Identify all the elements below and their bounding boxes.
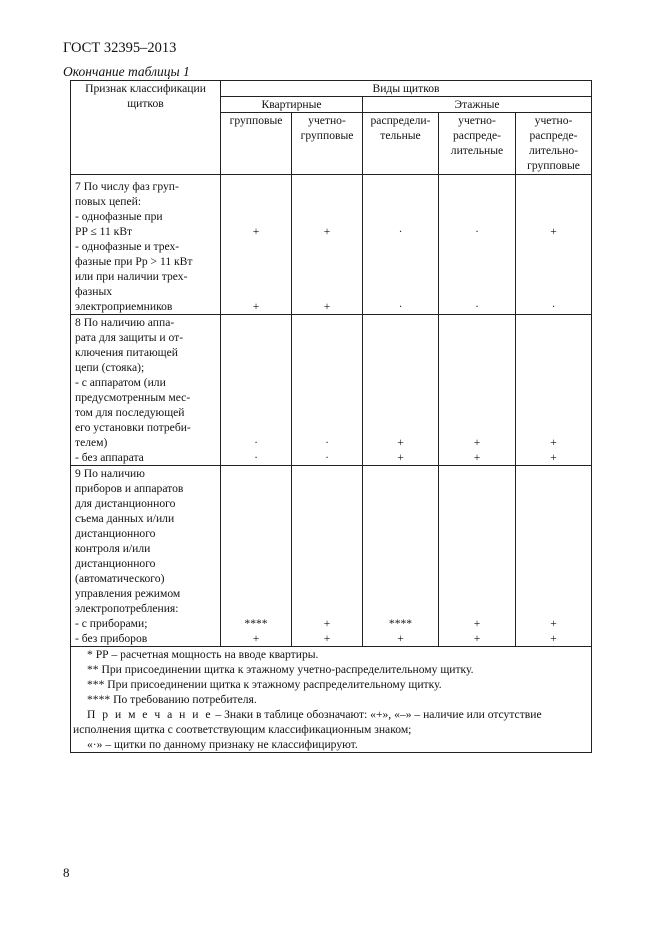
col-header-metering-group: учетно- групповые [292,113,363,175]
classification-table [70,80,592,753]
cell-marks: + + [516,315,592,466]
row-label-remote: 9 По наличию приборов и аппаратов для дистанционного съема данных и/или дистанционного контроля и/или дистанционного (автоматического) управления режимом электропотребления: - с приборами; - без приборов [71,466,221,647]
standard-title: ГОСТ 32395–2013 [63,40,177,56]
cell-marks: · · [363,175,439,315]
cell-marks: + + [292,466,363,647]
cell-marks: · · [221,315,292,466]
row-label-phases: 7 По числу фаз груп- повых цепей: - однофазные при PP ≤ 11 кВт - однофазные и трех- фазные при Pр > 11 кВт или при наличии трех- фазных электроприемников [71,175,221,315]
note-word: П р и м е ч а н и е [87,708,213,721]
table-notes [71,647,592,753]
cell-marks: **** + [363,466,439,647]
col-header-feature: Признак классификации щитков [71,81,221,175]
table-caption: Окончание таблицы 1 [63,64,190,79]
note-line-2: исполнения щитка с соответствующим классификационным знаком; [73,723,412,736]
page-number: 8 [63,865,70,880]
col-header-metering-distribution-group: учетно- распреде- лительно- групповые [516,113,592,175]
col-header-group: групповые [221,113,292,175]
table-row [71,466,592,647]
cell-marks: **** + [221,466,292,647]
notes-row [71,647,592,753]
note-line-3: «·» – щитки по данному признаку не классифицируют. [87,738,358,751]
footnote-4: **** По требованию потребителя. [87,693,257,706]
cell-marks: + + [439,315,516,466]
cell-marks: · · [439,175,516,315]
col-header-distribution: распредели- тельные [363,113,439,175]
footnote-1: * PР – расчетная мощность на вводе квартиры. [87,648,319,661]
cell-marks: + + [439,466,516,647]
subgroup-apartment: Квартирные [221,97,363,113]
footnote-2: ** При присоединении щитка к этажному учетно-распределительному щитку. [87,663,474,676]
cell-marks: + + [516,466,592,647]
cell-marks: · · [292,315,363,466]
table-row [71,315,592,466]
subgroup-floor: Этажные [363,97,592,113]
table-row [71,175,592,315]
col-header-metering-distribution: учетно- распреде- лительные [439,113,516,175]
row-label-protection: 8 По наличию аппа- рата для защиты и от- ключения питающей цепи (стояка); - с аппаратом (или предусмотренным мес- том для последующей его установки потреби- телем) - без аппарата [71,315,221,466]
footnote-3: *** При присоединении щитка к этажному распределительному щитку. [87,678,442,691]
note-line-1 [73,707,589,722]
cell-marks: + · [516,175,592,315]
cell-marks: + + [363,315,439,466]
group-header: Виды щитков [221,81,592,97]
header-row-1 [71,81,592,97]
note-text: – Знаки в таблице обозначают: «+», «–» – наличие или отсутствие [212,708,542,721]
cell-marks: + + [221,175,292,315]
cell-marks: + + [292,175,363,315]
